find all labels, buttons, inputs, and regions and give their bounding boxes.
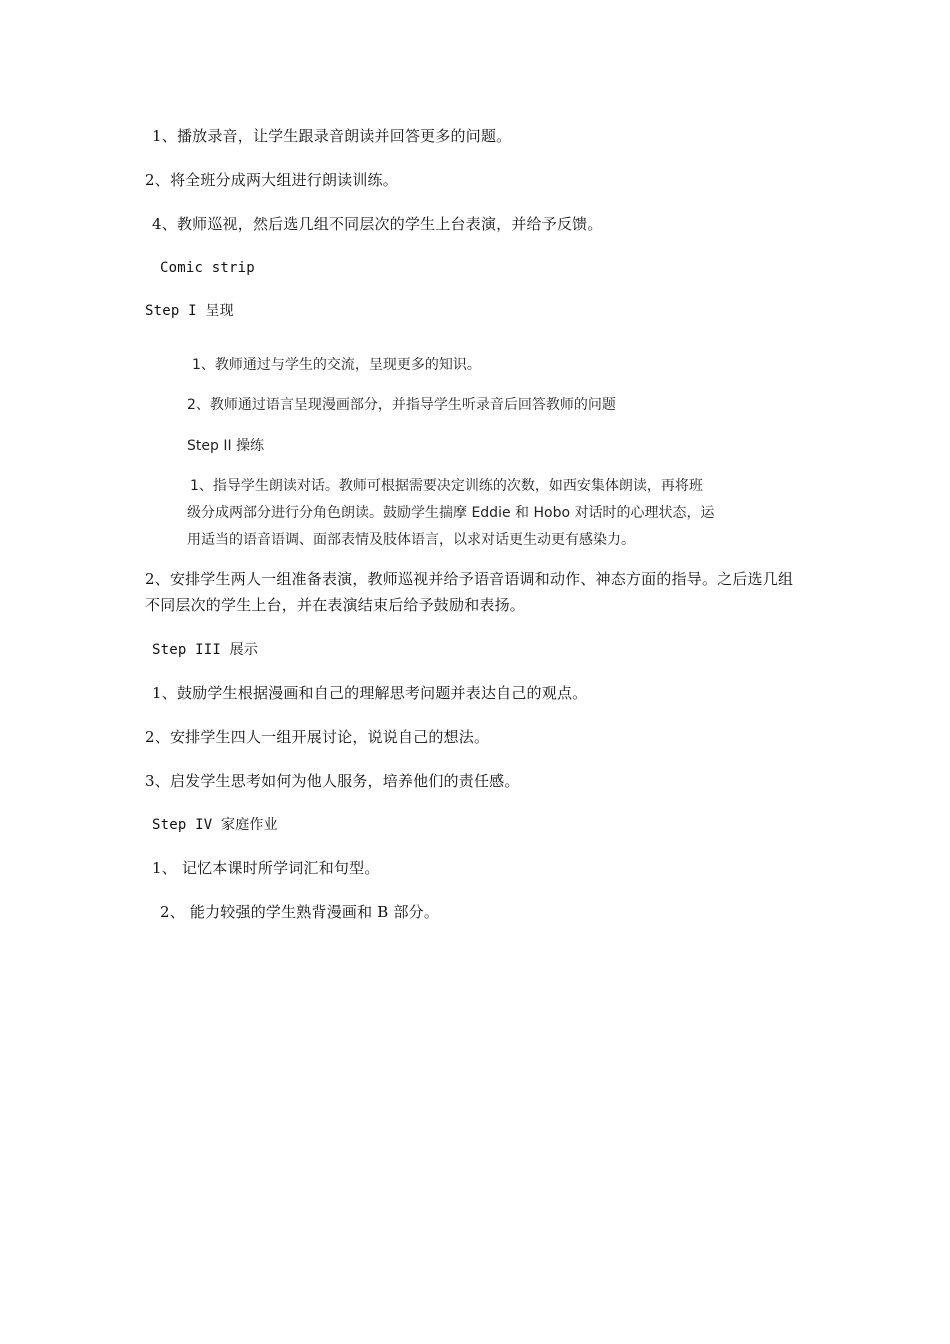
step-item-play-recording: 1、播放录音，让学生跟录音朗读并回答更多的问题。	[152, 127, 512, 145]
step-item-express-views: 1、鼓励学生根据漫画和自己的理解思考问题并表达自己的观点。	[152, 684, 588, 702]
step-item-pair-performance: 2、安排学生两人一组准备表演，教师巡视并给予语音语调和动作、神态方面的指导。之后选几组不同层次的学生上台，并在表演结束后给予鼓励和表扬。	[145, 570, 794, 614]
step-heading-show: Step III 展示	[152, 642, 259, 658]
step-item-responsibility: 3、启发学生思考如何为他人服务，培养他们的责任感。	[145, 772, 520, 790]
embedded-heading-practice: Step II 操练	[187, 438, 265, 454]
embedded-item-language-presentation: 2、教师通过语言呈现漫画部分，并指导学生听录音后回答教师的问题	[187, 397, 616, 413]
step-item-group-reading: 2、将全班分成两大组进行朗读训练。	[145, 171, 398, 189]
section-heading-comic-strip: Comic strip	[160, 260, 255, 276]
homework-item-memorize: 1、 记忆本课时所学词汇和句型。	[152, 859, 380, 877]
step-item-group-discussion: 2、安排学生四人一组开展讨论，说说自己的想法。	[145, 728, 490, 746]
step-heading-homework: Step IV 家庭作业	[152, 817, 278, 833]
embedded-item-dialogue-line-2: 级分成两部分进行分角色朗读。鼓励学生揣摩 Eddie 和 Hobo 对话时的心理状态，运	[187, 505, 715, 521]
step-heading-present: Step I 呈现	[145, 303, 234, 319]
step-item-teacher-patrol: 4、教师巡视，然后选几组不同层次的学生上台表演，并给予反馈。	[152, 215, 603, 233]
embedded-item-dialogue-line-3: 用适当的语音语调、面部表情及肢体语言，以求对话更生动更有感染力。	[187, 532, 635, 548]
embedded-item-communication: 1、教师通过与学生的交流，呈现更多的知识。	[192, 357, 481, 373]
embedded-item-dialogue-line-1: 1、指导学生朗读对话。教师可根据需要决定训练的次数，如西安集体朗读，再将班	[190, 478, 703, 494]
homework-item-recite: 2、 能力较强的学生熟背漫画和 B 部分。	[160, 903, 440, 921]
